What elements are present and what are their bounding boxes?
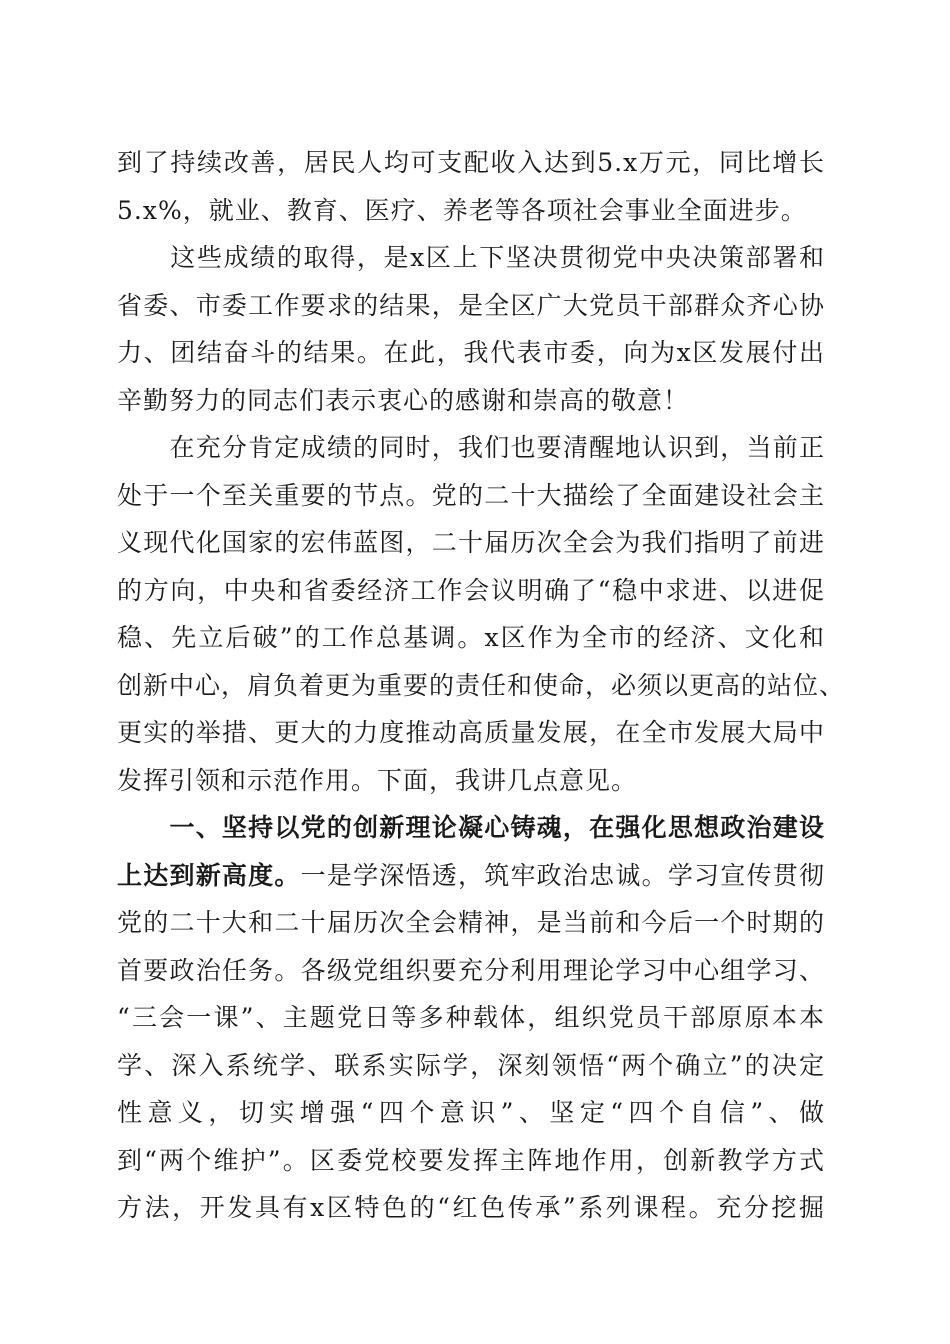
text-line: 创新中心，肩负着更为重要的责任和使命，必须以更高的站位、 (117, 670, 846, 700)
text-line (117, 852, 825, 900)
text-line: 更实的举措、更大的力度推动高质量发展，在全市发展大局中 (117, 718, 825, 747)
text-line: 的方向，中央和省委经济工作会议明确了“稳中求进、以进促 (117, 575, 825, 605)
text-line: 方法，开发具有x区特色的“红色传承”系列课程。充分挖掘 (117, 1193, 825, 1222)
section-heading-end: 上达到新高度。 (117, 860, 301, 890)
document-page (117, 139, 846, 1232)
text-line: 力、团结奋斗的结果。在此，我代表市委，向为x区发展付出 (117, 338, 825, 367)
text-line: “三会一课”、主题党日等多种载体，组织党员干部原原本本 (117, 1003, 825, 1032)
text-line: 到了持续改善，居民人均可支配收入达到5.x万元，同比增长 (117, 148, 825, 177)
paragraph-gratitude (117, 234, 825, 424)
text-line: 党的二十大和二十届历次全会精神，是当前和今后一个时期的 (117, 908, 825, 937)
text-line: 这些成绩的取得，是x区上下坚决贯彻党中央决策部署和 (117, 243, 825, 272)
text-line: 稳、先立后破”的工作总基调。x区作为全市的经济、文化和 (117, 623, 825, 652)
text-line: 首要政治任务。各级党组织要充分利用理论学习中心组学习、 (117, 955, 825, 985)
text-line: 到“两个维护”。区委党校要发挥主阵地作用，创新教学方式 (117, 1145, 825, 1175)
paragraph-section-one (117, 804, 825, 1232)
text-line: 发挥引领和示范作用。下面，我讲几点意见。 (117, 765, 638, 795)
text-line: 5.x%，就业、教育、医疗、养老等各项社会事业全面进步。 (117, 195, 807, 225)
text-line: 义现代化国家的宏伟蓝图，二十届历次全会为我们指明了前进 (117, 528, 825, 557)
text-line: 处于一个至关重要的节点。党的二十大描绘了全面建设社会主 (117, 480, 825, 510)
section-heading-rest: 一是学深悟透，筑牢政治忠诚。学习宣传贯彻 (300, 860, 825, 890)
text-line: 省委、市委工作要求的结果，是全区广大党员干部群众齐心协 (117, 290, 825, 320)
text-line: 辛勤努力的同志们表示衷心的感谢和崇高的敬意！ (117, 385, 690, 415)
paragraph-achievements (117, 139, 825, 234)
text-line: 在充分肯定成绩的同时，我们也要清醒地认识到，当前正 (117, 433, 825, 462)
text-line: 性意义，切实增强“四个意识”、坚定“四个自信”、做 (117, 1098, 825, 1127)
text-line: 学、深入系统学、联系实际学，深刻领悟“两个确立”的决定 (117, 1050, 825, 1080)
section-heading: 一、坚持以党的创新理论凝心铸魂，在强化思想政治建设 (117, 813, 825, 842)
paragraph-situation (117, 424, 846, 804)
